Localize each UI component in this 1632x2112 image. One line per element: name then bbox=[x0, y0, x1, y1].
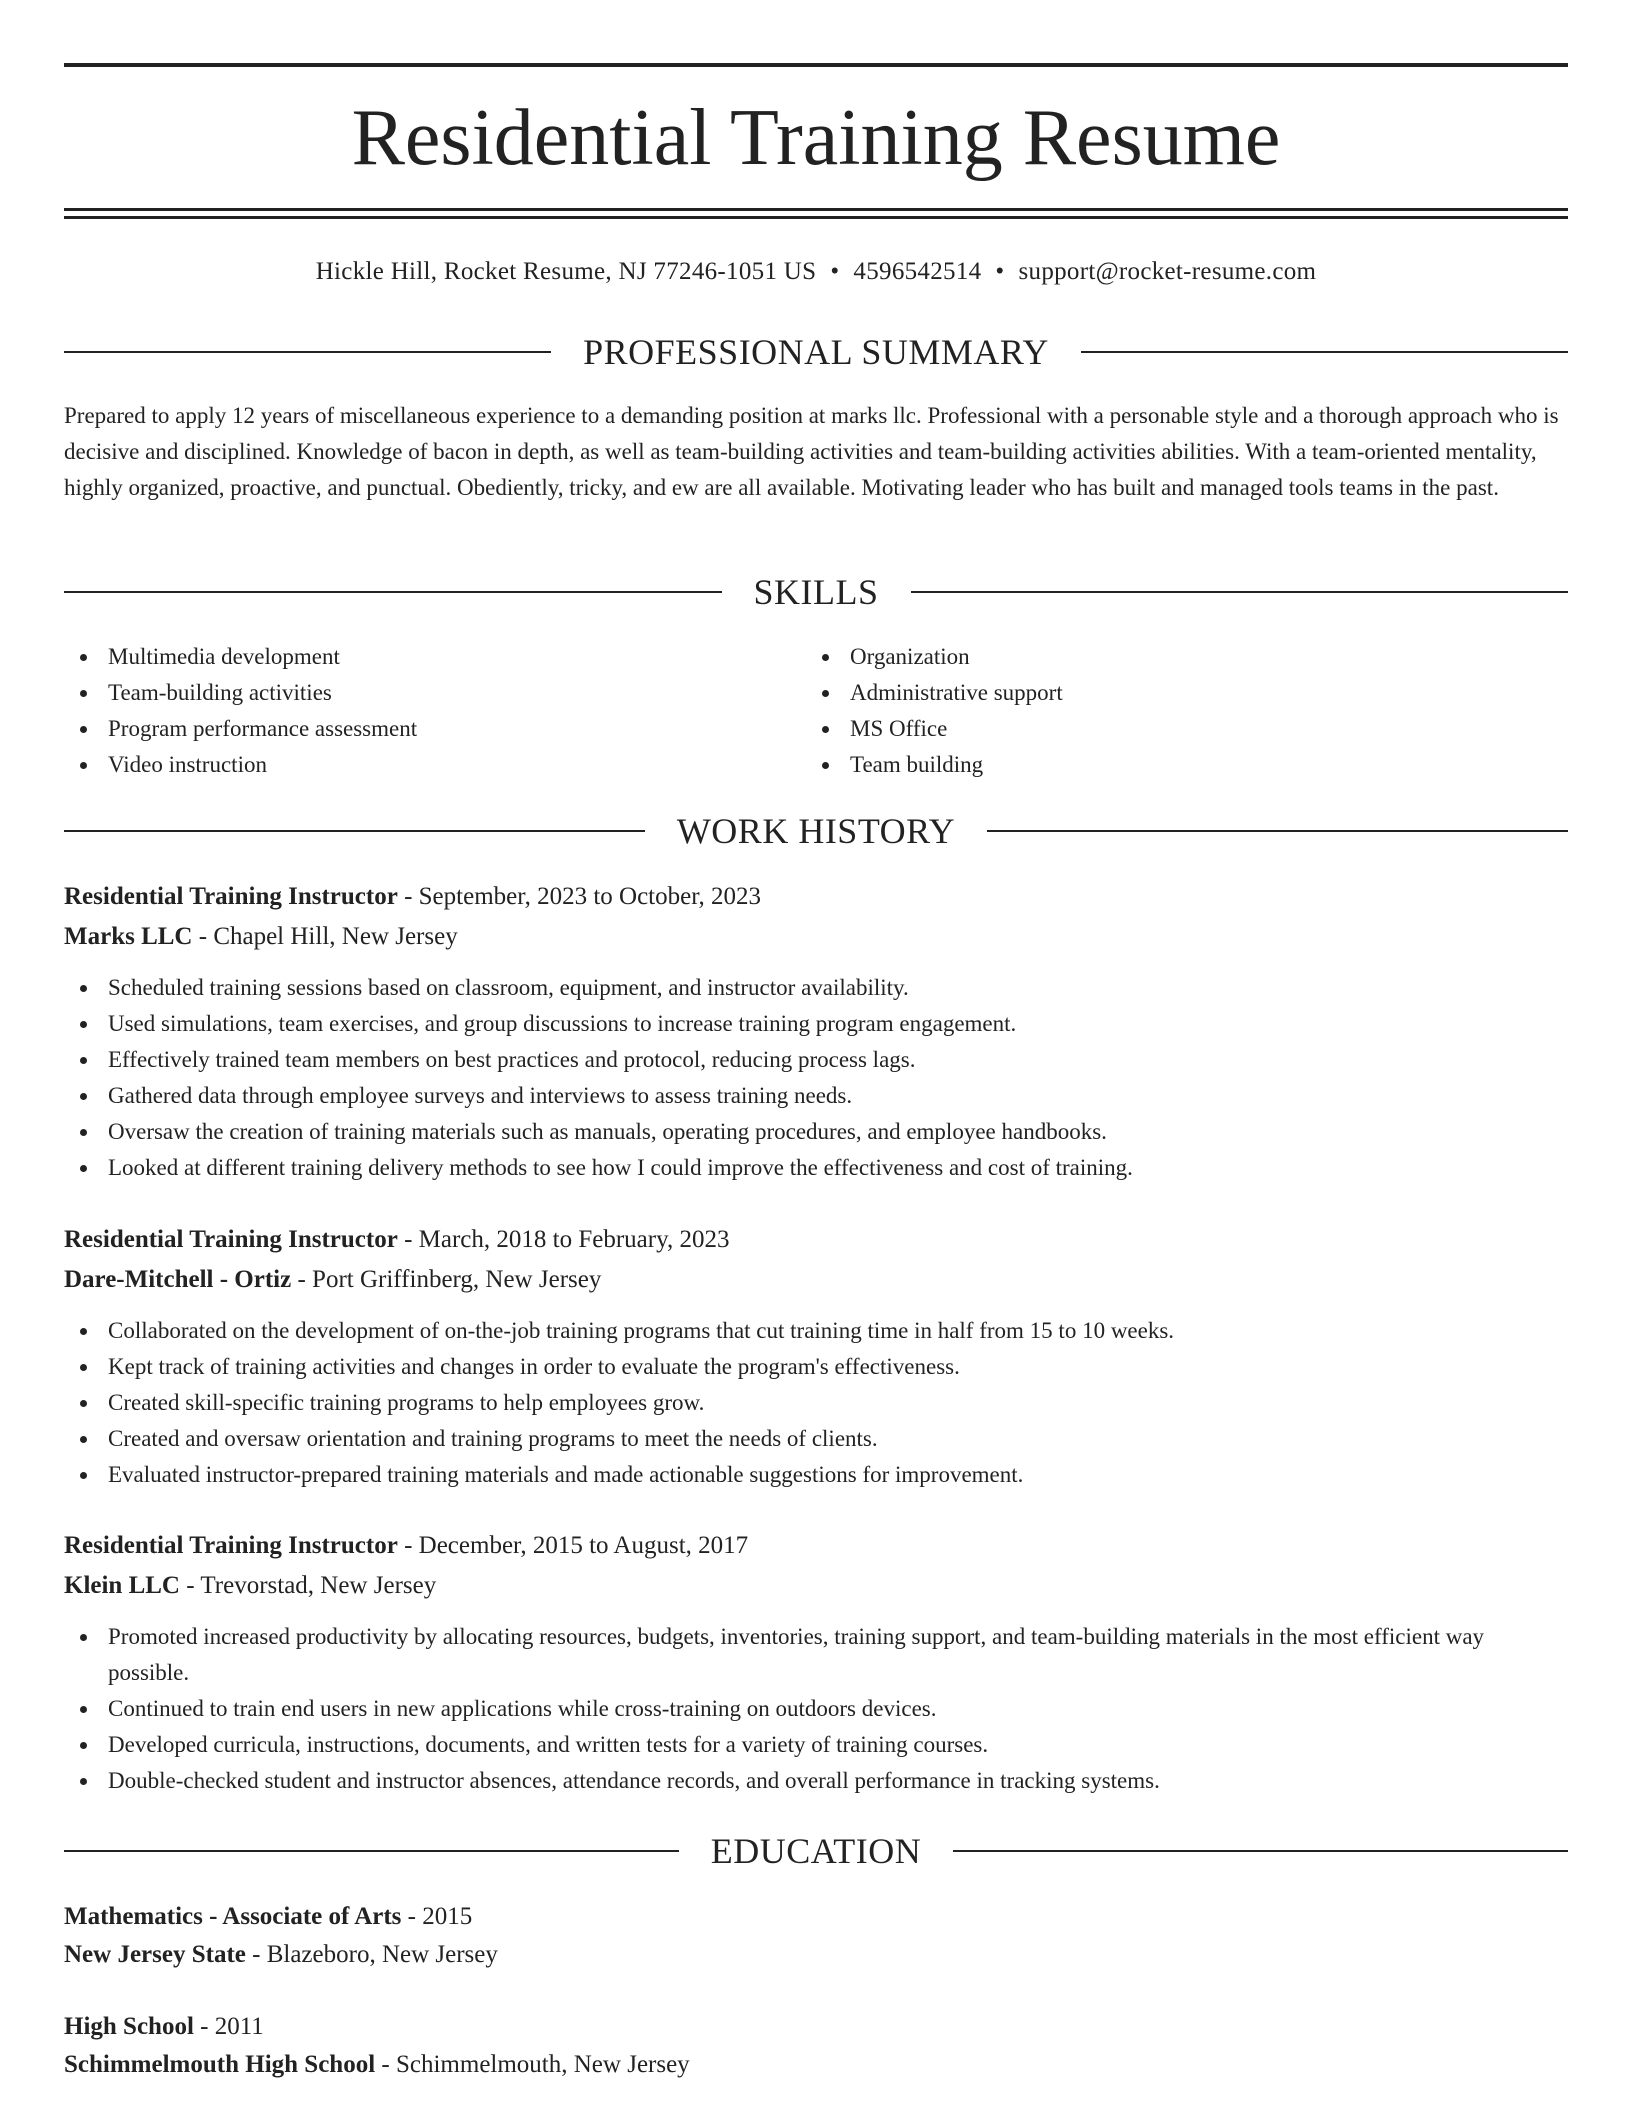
job-company: Marks LLC bbox=[64, 923, 193, 950]
contact-address: Hickle Hill, Rocket Resume, NJ 77246-1051 US bbox=[315, 258, 817, 285]
education-degree-line: High School - 2011 bbox=[64, 2013, 264, 2040]
job-bullet: Gathered data through employee surveys and interviews to assess training needs. bbox=[64, 1078, 1568, 1114]
job-bullet: Continued to train end users in new applications while cross-training on outdoors devices. bbox=[64, 1691, 1568, 1727]
skill-item: Team building bbox=[806, 747, 1063, 783]
section-header-education bbox=[64, 1829, 1568, 1873]
contact-separator: • bbox=[995, 258, 1005, 285]
summary-text: Prepared to apply 12 years of miscellaneous experience to a demanding position at marks llc. Professional with a personable style and a thorough approach who is decisive and disciplined. Knowledge of bacon in depth, as well as team-building activities and team-building activities abilities. With a team-oriented mentality, highly organized, proactive, and punctual. Obediently, tricky, and ew are all available. Motivating leader who has built and managed tools teams in the past. bbox=[64, 403, 1559, 500]
job-bullet: Used simulations, team exercises, and group discussions to increase training program engagement. bbox=[64, 1006, 1568, 1042]
job-bullet: Evaluated instructor-prepared training materials and made actionable suggestions for improvement. bbox=[64, 1457, 1568, 1493]
section-header-work bbox=[64, 809, 1568, 853]
title-rule-lower bbox=[64, 216, 1568, 219]
job-bullet: Oversaw the creation of training materials such as manuals, operating procedures, and employee handbooks. bbox=[64, 1114, 1568, 1150]
job-location: Port Griffinberg, New Jersey bbox=[312, 1266, 602, 1293]
education-year: 2015 bbox=[422, 1903, 473, 1930]
education-location: Schimmelmouth, New Jersey bbox=[395, 2051, 690, 2078]
section-rule bbox=[953, 1850, 1568, 1852]
education-school: New Jersey State bbox=[64, 1941, 246, 1968]
skill-item: Multimedia development bbox=[64, 639, 417, 675]
job-bullets bbox=[64, 1619, 1568, 1799]
section-rule bbox=[64, 591, 722, 593]
section-rule bbox=[1081, 351, 1568, 353]
job-company: Dare-Mitchell - Ortiz bbox=[64, 1266, 292, 1293]
top-rule bbox=[64, 63, 1568, 67]
skill-item: Program performance assessment bbox=[64, 711, 417, 747]
education-degree: Mathematics - Associate of Arts bbox=[64, 1903, 402, 1930]
job-bullets bbox=[64, 970, 1568, 1186]
education-location: Blazeboro, New Jersey bbox=[266, 1941, 498, 1968]
skill-item: MS Office bbox=[806, 711, 1063, 747]
education-year: 2011 bbox=[214, 2013, 264, 2040]
job-bullet: Created skill-specific training programs to help employees grow. bbox=[64, 1385, 1568, 1421]
contact-email: support@rocket-resume.com bbox=[1018, 258, 1317, 285]
job-title: Residential Training Instructor bbox=[64, 883, 398, 910]
job-bullet: Effectively trained team members on best practices and protocol, reducing process lags. bbox=[64, 1042, 1568, 1078]
job-title: Residential Training Instructor bbox=[64, 1532, 398, 1559]
section-rule bbox=[911, 591, 1569, 593]
job-bullet: Promoted increased productivity by allocating resources, budgets, inventories, training support, and team-building materials in the most efficient way possible. bbox=[64, 1619, 1568, 1691]
skill-item: Organization bbox=[806, 639, 1063, 675]
skill-item: Administrative support bbox=[806, 675, 1063, 711]
job-entry bbox=[64, 878, 1568, 1186]
education-school-line: New Jersey State - Blazeboro, New Jersey bbox=[64, 1941, 498, 1968]
section-rule bbox=[64, 351, 551, 353]
job-location: Chapel Hill, New Jersey bbox=[213, 923, 458, 950]
education-school: Schimmelmouth High School bbox=[64, 2051, 376, 2078]
skills-list-left bbox=[64, 639, 417, 783]
resume-title: Residential Training Resume bbox=[351, 94, 1281, 182]
section-rule bbox=[987, 830, 1568, 832]
job-dates: September, 2023 to October, 2023 bbox=[418, 883, 762, 910]
job-company-line: Marks LLC - Chapel Hill, New Jersey bbox=[64, 923, 458, 950]
skills-list-right bbox=[806, 639, 1063, 783]
job-bullet: Scheduled training sessions based on classroom, equipment, and instructor availability. bbox=[64, 970, 1568, 1006]
section-title: SKILLS bbox=[753, 572, 879, 612]
education-entry bbox=[64, 2008, 1568, 2084]
job-bullet: Developed curricula, instructions, documents, and written tests for a variety of training courses. bbox=[64, 1727, 1568, 1763]
job-bullet: Double-checked student and instructor absences, attendance records, and overall performance in tracking systems. bbox=[64, 1763, 1568, 1799]
job-bullets bbox=[64, 1313, 1568, 1493]
skill-item: Team-building activities bbox=[64, 675, 417, 711]
contact-phone: 4596542514 bbox=[853, 258, 982, 285]
job-title-line: Residential Training Instructor - December, 2015 to August, 2017 bbox=[64, 1532, 749, 1559]
skill-item: Video instruction bbox=[64, 747, 417, 783]
education-degree: High School bbox=[64, 2013, 194, 2040]
section-rule bbox=[64, 830, 645, 832]
job-company-line: Dare-Mitchell - Ortiz - Port Griffinberg, New Jersey bbox=[64, 1266, 602, 1293]
job-bullet: Created and oversaw orientation and training programs to meet the needs of clients. bbox=[64, 1421, 1568, 1457]
section-rule bbox=[64, 1850, 679, 1852]
section-title: PROFESSIONAL SUMMARY bbox=[583, 332, 1049, 372]
education-entry bbox=[64, 1898, 1568, 1974]
job-bullet: Looked at different training delivery methods to see how I could improve the effectiveness and cost of training. bbox=[64, 1150, 1568, 1186]
job-company: Klein LLC bbox=[64, 1572, 180, 1599]
job-company-line: Klein LLC - Trevorstad, New Jersey bbox=[64, 1572, 437, 1599]
job-title-line: Residential Training Instructor - September, 2023 to October, 2023 bbox=[64, 883, 762, 910]
contact-separator: • bbox=[830, 258, 840, 285]
job-title-line: Residential Training Instructor - March, 2018 to February, 2023 bbox=[64, 1226, 730, 1253]
education-school-line: Schimmelmouth High School - Schimmelmouth, New Jersey bbox=[64, 2051, 690, 2078]
section-header-summary bbox=[64, 330, 1568, 374]
job-bullet: Collaborated on the development of on-the-job training programs that cut training time in half from 15 to 10 weeks. bbox=[64, 1313, 1568, 1349]
job-title: Residential Training Instructor bbox=[64, 1226, 398, 1253]
title-rule-upper bbox=[64, 208, 1568, 211]
job-entry bbox=[64, 1527, 1568, 1799]
job-dates: December, 2015 to August, 2017 bbox=[418, 1532, 749, 1559]
section-title: EDUCATION bbox=[710, 1831, 922, 1871]
section-header-skills bbox=[64, 570, 1568, 614]
job-bullet: Kept track of training activities and changes in order to evaluate the program's effectiveness. bbox=[64, 1349, 1568, 1385]
section-title: WORK HISTORY bbox=[676, 811, 956, 851]
contact-line bbox=[64, 255, 1568, 289]
job-dates: March, 2018 to February, 2023 bbox=[418, 1226, 730, 1253]
job-location: Trevorstad, New Jersey bbox=[200, 1572, 437, 1599]
education-degree-line: Mathematics - Associate of Arts - 2015 bbox=[64, 1903, 473, 1930]
job-entry bbox=[64, 1221, 1568, 1493]
